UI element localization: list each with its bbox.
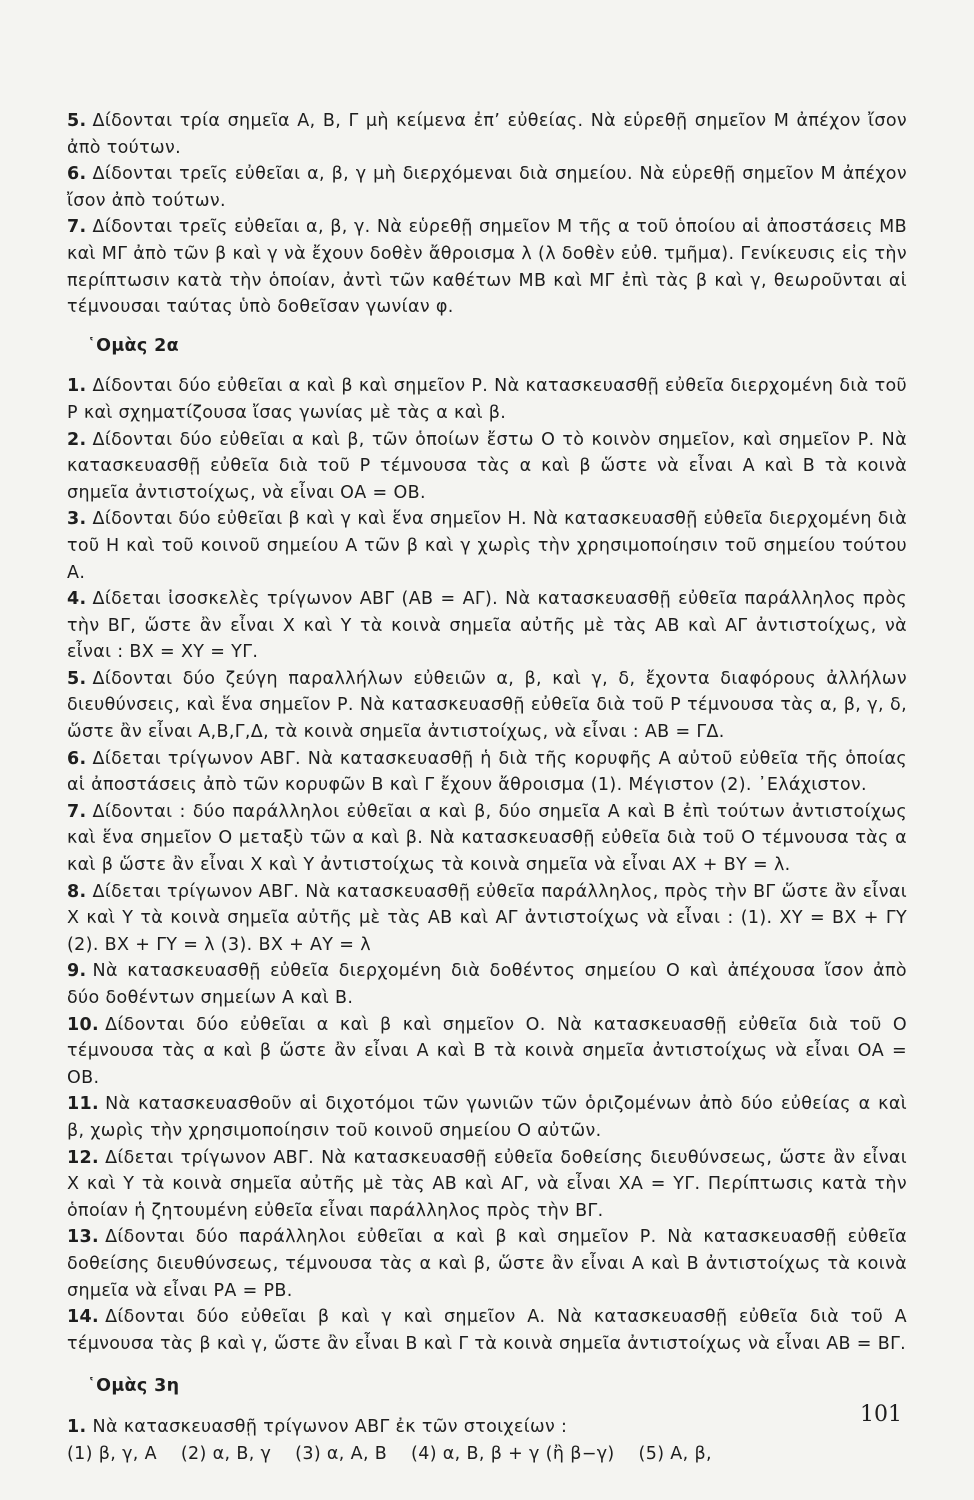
exercise-item: 6. Δίδεται τρίγωνον ΑΒΓ. Νὰ κατασκευασθῇ ἡ διὰ τῆς κορυφῆς Α αὐτοῦ εὐθεῖα τῆς ὁποίας αἱ ἀποστάσεις ἀπὸ τῶν κορυφῶν Β καὶ Γ ἔχουν ἄθροισμα (1). Μέγιστον (2). ᾿Ελάχιστον. bbox=[67, 748, 907, 796]
given-elements-options bbox=[67, 1441, 907, 1468]
exercise-item: 3. Δίδονται δύο εὐθεῖαι β καὶ γ καὶ ἕνα σημεῖον Η. Νὰ κατασκευασθῇ εὐθεῖα διερχομένη διὰ τοῦ Η καὶ τοῦ κοινοῦ σημείου Α τῶν β καὶ γ χωρὶς τὴν χρησιμοποίησιν τοῦ σημείου τούτου Α. bbox=[67, 509, 907, 583]
exercise-6: 6. Δίδονται τρεῖς εὐθεῖαι α, β, γ μὴ διερχόμεναι διὰ σημείου. Νὰ εὑρεθῇ σημεῖον Μ ἀπέχον ἴσον ἀπὸ τούτων. bbox=[67, 164, 907, 211]
exercise-item: 14. Δίδονται δύο εὐθεῖαι β καὶ γ καὶ σημεῖον Α. Νὰ κατασκευασθῇ εὐθεῖα διὰ τοῦ Α τέμνουσα τὰς β καὶ γ, ὥστε ἂν εἶναι Β καὶ Γ τὰ κοινὰ σημεῖα ἀντιστοίχως νὰ εἶναι ΑΒ = ΒΓ. bbox=[67, 1307, 907, 1354]
page-content bbox=[67, 108, 907, 1467]
option-item: (2) α, Β, γ bbox=[180, 1443, 272, 1464]
exercise-5: 5. Δίδονται τρία σημεῖα Α, Β, Γ μὴ κείμενα ἐπ’ εὐθείας. Νὰ εὑρεθῇ σημεῖον Μ ἀπέχον ἴσον ἀπὸ τούτων. bbox=[67, 111, 907, 158]
exercise-item: 11. Νὰ κατασκευασθοῦν αἱ διχοτόμοι τῶν γωνιῶν τῶν ὁριζομένων ἀπὸ δύο εὐθείας α καὶ β, χωρὶς τὴν χρησιμοποίησιν τοῦ κοινοῦ σημείου Ο αὐτῶν. bbox=[67, 1094, 907, 1141]
option-item: (5) Α, β, bbox=[638, 1443, 712, 1464]
exercise-item: 2. Δίδονται δύο εὐθεῖαι α καὶ β, τῶν ὁποίων ἔστω Ο τὸ κοινὸν σημεῖον, καὶ σημεῖον Ρ. Νὰ κατασκευασθῇ εὐθεῖα διὰ τοῦ Ρ τέμνουσα τὰς α καὶ β ὥστε νὰ εἶναι Α καὶ Β τὰ κοινὰ σημεῖα ἀντιστοίχως, νὰ εἶναι ΟΑ = ΟΒ. bbox=[67, 429, 907, 503]
exercise-item: 9. Νὰ κατασκευασθῇ εὐθεῖα διερχομένη διὰ δοθέντος σημείου Ο καὶ ἀπέχουσα ἴσον ἀπὸ δύο δοθέντων σημείων Α καὶ Β. bbox=[67, 961, 907, 1008]
group-2-heading: ῾Ομὰς 2α bbox=[87, 335, 179, 356]
exercise-item: 10. Δίδονται δύο εὐθεῖαι α καὶ β καὶ σημεῖον Ο. Νὰ κατασκευασθῇ εὐθεῖα διὰ τοῦ Ο τέμνουσα τὰς α καὶ β ὥστε ἂν εἶναι Α καὶ Β τὰ κοινὰ σημεῖα ἀντιστοίχως νὰ εἶναι ΟΑ = ΟΒ. bbox=[67, 1014, 907, 1088]
group-3-exercises bbox=[67, 1414, 907, 1467]
group-3-heading: ῾Ομὰς 3η bbox=[87, 1376, 180, 1397]
option-item: (4) α, Β, β + γ (ἢ β−γ) bbox=[411, 1443, 615, 1464]
exercise-item: 1. Νὰ κατασκευασθῇ τρίγωνον ΑΒΓ ἐκ τῶν στοιχείων : bbox=[67, 1416, 568, 1437]
exercise-item: 1. Δίδονται δύο εὐθεῖαι α καὶ β καὶ σημεῖον Ρ. Νὰ κατασκευασθῇ εὐθεῖα διερχομένη διὰ τοῦ Ρ καὶ σχηματίζουσα ἴσας γωνίας μὲ τὰς α καὶ β. bbox=[67, 376, 907, 423]
exercise-item: 13. Δίδονται δύο παράλληλοι εὐθεῖαι α καὶ β καὶ σημεῖον Ρ. Νὰ κατασκευασθῇ εὐθεῖα δοθείσης διευθύνσεως, τέμνουσα τὰς α καὶ β, ὥστε ἂν εἶναι Α καὶ Β ἀντιστοίχως τὰ κοινὰ σημεῖα νὰ εἶναι ΡΑ = ΡΒ. bbox=[67, 1227, 907, 1301]
page-number: 101 bbox=[860, 1402, 902, 1427]
exercise-7: 7. Δίδονται τρεῖς εὐθεῖαι α, β, γ. Νὰ εὑρεθῇ σημεῖον Μ τῆς α τοῦ ὁποίου αἱ ἀποστάσεις ΜΒ καὶ ΜΓ ἀπὸ τῶν β καὶ γ νὰ ἔχουν δοθὲν ἄθροισμα λ (λ δοθὲν εὐθ. τμῆμα). Γενίκευσις εἰς τὴν περίπτωσιν κατὰ τὴν ὁποίαν, ἀντὶ τῶν καθέτων ΜΒ καὶ ΜΓ ἐπὶ τὰς β καὶ γ, θεωροῦνται αἱ τέμνουσαι ταύτας ὑπὸ δοθεῖσαν γωνίαν φ. bbox=[67, 217, 907, 318]
group-2-exercises bbox=[67, 373, 907, 1357]
exercise-item: 4. Δίδεται ἰσοσκελὲς τρίγωνον ΑΒΓ (ΑΒ = ΑΓ). Νὰ κατασκευασθῇ εὐθεῖα παράλληλος πρὸς τὴν ΒΓ, ὥστε ἂν εἶναι Χ καὶ Υ τὰ κοινὰ σημεῖα αὐτῆς μὲ τὰς ΑΒ καὶ ΑΓ ἀντιστοίχως, νὰ εἶναι : ΒΧ = ΧΥ = ΥΓ. bbox=[67, 589, 907, 663]
section-1 bbox=[67, 108, 907, 321]
exercise-item: 8. Δίδεται τρίγωνον ΑΒΓ. Νὰ κατασκευασθῇ εὐθεῖα παράλληλος, πρὸς τὴν ΒΓ ὥστε ἂν εἶναι Χ καὶ Υ τὰ κοινὰ σημεῖα αὐτῆς μὲ τὰς ΑΒ καὶ ΑΓ ἀντιστοίχως νὰ εἶναι : (1). ΧΥ = ΒΧ + ΓΥ (2). ΒΧ + ΓΥ = λ (3). ΒΧ + ΑΥ = λ bbox=[67, 881, 907, 955]
exercise-item: 12. Δίδεται τρίγωνον ΑΒΓ. Νὰ κατασκευασθῇ εὐθεῖα δοθείσης διευθύνσεως, ὥστε ἂν εἶναι Χ καὶ Υ τὰ κοινὰ σημεῖα αὐτῆς μὲ τὰς ΑΒ καὶ ΑΓ, νὰ εἶναι ΧΑ = ΥΓ. Περίπτωσις κατὰ τὴν ὁποίαν ἡ ζητουμένη εὐθεῖα εἶναι παράλληλος πρὸς τὴν ΒΓ. bbox=[67, 1147, 907, 1221]
exercise-item: 5. Δίδονται δύο ζεύγη παραλλήλων εὐθειῶν α, β, καὶ γ, δ, ἔχοντα διαφόρους ἀλλήλων διευθύνσεις, καὶ ἕνα σημεῖον Ρ. Νὰ κατασκευασθῇ εὐθεῖα διὰ τοῦ Ρ τέμνουσα τὰς α, β, γ, δ, ὥστε ἂν εἶναι Α,Β,Γ,Δ, τὰ κοινὰ σημεῖα ἀντιστοίχως, νὰ εἶναι : ΑΒ = ΓΔ. bbox=[67, 668, 907, 743]
option-item: (1) β, γ, Α bbox=[67, 1443, 157, 1464]
exercise-item: 7. Δίδονται : δύο παράλληλοι εὐθεῖαι α καὶ β, δύο σημεῖα Α καὶ Β ἐπὶ τούτων ἀντιστοίχως καὶ ἕνα σημεῖον Ο μεταξὺ τῶν α καὶ β. Νὰ κατασκευασθῇ εὐθεῖα διὰ τοῦ Ο τέμνουσα τὰς α καὶ β ὥστε ἂν εἶναι Χ καὶ Υ ἀντιστοίχως τὰ κοινὰ σημεῖα νὰ εἶναι ΑΧ + ΒΥ = λ. bbox=[67, 801, 907, 876]
option-item: (3) α, Α, Β bbox=[295, 1443, 388, 1464]
